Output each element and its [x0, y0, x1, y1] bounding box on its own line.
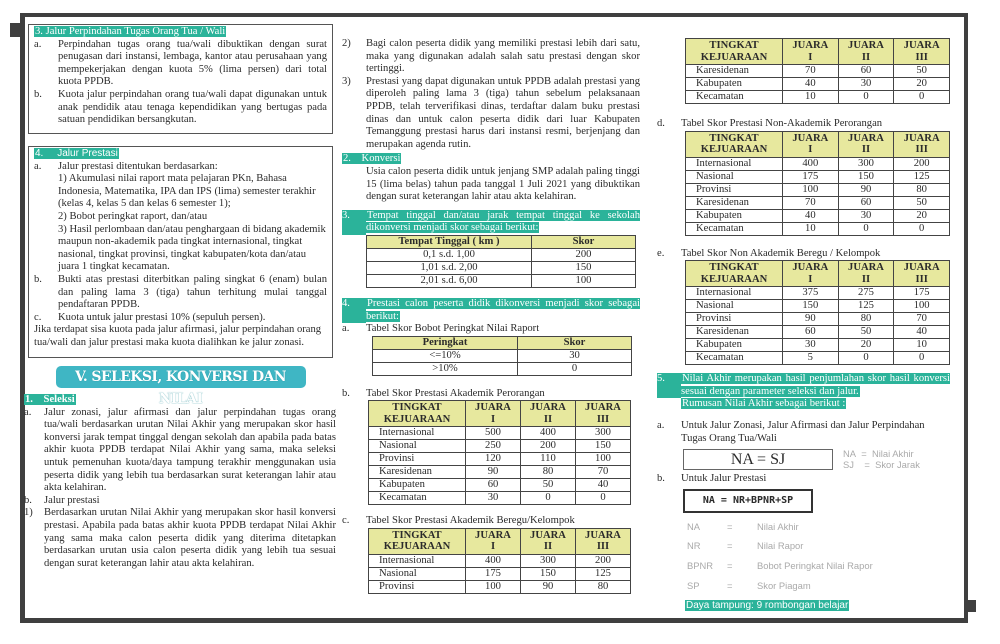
section-heading: 5. Nilai Akhir merupakan hasil penjumlahan skor hasil konversi sesuai dengan parameter seleksi dan jalur. Rumusan Nilai Akhir sebagai berikut : — [657, 373, 950, 410]
table-row: 0,1 s.d. 1,00 200 — [367, 248, 636, 261]
section-jalur-prestasi — [28, 146, 333, 358]
formula-zonasi: NA = SJ — [683, 449, 833, 470]
section-heading: 4. Prestasi calon peserta didik dikonversi menjadi skor sebagai berikut: — [342, 297, 640, 322]
section-heading: 2. Konversi — [343, 153, 401, 165]
formula-legend: NA = Nilai Akhir SJ = Skor Jarak — [843, 448, 920, 471]
list-item: b. Kuota jalur perpindahan orang tua/wali dapat digunakan untuk anak pendidik atau tenaga kependidikan yang bertugas pada satuan pendidikan bersangkutan. — [34, 88, 327, 126]
frame-corner-notch — [10, 23, 20, 37]
table-row: Nasional 250 200 150 — [369, 440, 631, 453]
table-row: Kabupaten 40 30 20 — [686, 78, 950, 91]
table-row: Kecamatan 10 0 0 — [686, 222, 950, 235]
sub-item: 2) Bobot peringkat raport, dan/atau — [58, 210, 208, 222]
list-item: 3) Prestasi yang dapat digunakan untuk PPDB adalah prestasi yang diperoleh paling lama 3 (tiga) tahun sebelum pelaksanaan PPDB, telah terverifikasi dinas, terdaftar dalam buku prestasi dinas dan untuk calon peserta didik dari luar Kabupaten Temanggung prestasi harus dari instansi resmi, berjenjang dan merupakan agenda rutin. — [342, 75, 640, 150]
table-non-akademik-perorangan: TINGKAT KEJUARAAN JUARA I JUARA II JUARA III Internasional 400 300 200 Nasional 175 150 125 Provinsi 100 90 80 Karesidenan 70 60 50 Kabupaten 40 30 20 Kecamatan 10 0 0 — [685, 131, 950, 236]
sub-item: 1) Akumulasi nilai raport mata pelajaran PKn, Bahasa Indonesia, Matematika, IPA dan IPS (lima) semester terakhir (kelas 4, kelas 5 dan kelas 6 semester 1); — [58, 173, 316, 210]
table-caption: c. Tabel Skor Prestasi Akademik Beregu/Kelompok — [342, 515, 575, 527]
table-row: Karesidenan 70 60 50 — [686, 196, 950, 209]
table-row: Kabupaten 60 50 40 — [369, 479, 631, 492]
table-row: Karesidenan 90 80 70 — [369, 466, 631, 479]
list-item: b. Bukti atas prestasi diterbitkan paling singkat 6 (enam) bulan dan paling lama 3 (tiga) tahun terhitung mulai tanggal pendaftaran PPDB. — [34, 273, 327, 311]
table-caption: d. Tabel Skor Prestasi Non-Akademik Perorangan — [657, 118, 883, 129]
table-row: Karesidenan 70 60 50 — [686, 65, 950, 78]
table-row: Provinsi 100 90 80 — [686, 183, 950, 196]
list-item: a. Jalur prestasi ditentukan berdasarkan: — [34, 160, 218, 172]
table-row: 2,01 s.d. 6,00 100 — [367, 274, 636, 287]
table-row: Kecamatan 30 0 0 — [369, 492, 631, 505]
table-row: Kabupaten 30 20 10 — [686, 339, 950, 352]
section-heading: 3. Jalur Perpindahan Tugas Orang Tua / Wali — [35, 26, 226, 37]
table-row: Karesidenan 60 50 40 — [686, 326, 950, 339]
table-row: Kabupaten 40 30 20 — [686, 209, 950, 222]
table-row: Kecamatan 10 0 0 — [686, 91, 950, 104]
list-item: b. Jalur prestasi — [24, 494, 100, 506]
table-row: Provinsi 100 90 80 — [369, 580, 631, 593]
list-item: a. Untuk Jalur Zonasi, Jalur Afirmasi dan Jalur Perpindahan Tugas Orang Tua/Wali — [657, 419, 925, 444]
table-peringkat: Peringkat Skor <=10% 30 >10% 0 — [372, 336, 632, 376]
section-heading: 3. Tempat tinggal dan/atau jarak tempat tinggal ke sekolah dikonversi menjadi skor sebagai berikut: — [342, 209, 640, 234]
column-2 — [342, 38, 640, 594]
section-perpindahan-tugas — [28, 24, 333, 134]
table-row: Internasional 400 300 200 — [369, 554, 631, 567]
table-non-akademik-beregu: TINGKAT KEJUARAAN JUARA I JUARA II JUARA III Internasional 375 275 175 Nasional 150 125 100 Provinsi 90 80 70 Karesidenan 60 50 40 Kabupaten 30 20 10 Kecamatan 5 0 0 — [685, 260, 950, 365]
list-item: c. Kuota untuk jalur prestasi 10% (sepuluh persen). — [34, 311, 266, 323]
section-heading: 4. Jalur Prestasi — [35, 148, 118, 159]
capacity-badge: Daya tampung: 9 rombongan belajar — [686, 600, 849, 612]
table-caption: a. Tabel Skor Bobot Peringkat Nilai Raport — [342, 323, 540, 335]
list-item: 1) Berdasarkan urutan Nilai Akhir yang merupakan skor hasil konversi prestasi. Apabila pada batas akhir kuota PPDB terdapat Nilai Akhir yang sama maka calon peserta didik yang diterima ditetapkan berdasarkan urutan usia calon peserta didik yang lebih tua sesuai dengan surat keterangan lahir atau akta kelahiran. — [24, 507, 336, 569]
table-row: >10% 0 — [373, 362, 632, 375]
formula-legend: NA = Nilai Akhir NR = Nilai Rapor BPNR = Bobot Peringkat Nilai Rapor SP = Skor Piagam — [687, 520, 873, 591]
paragraph: Usia calon peserta didik untuk jenjang SMP adalah paling tinggi 15 (lima belas) tahun pada tanggal 1 Juli 2021 yang dibuktikan dengan surat keterangan lahir atau akta kelahiran. — [366, 165, 640, 203]
table-row: Kecamatan 5 0 0 — [686, 352, 950, 365]
section-heading: 1. Seleksi — [25, 394, 75, 405]
table-row: 1,01 s.d. 2,00 150 — [367, 261, 636, 274]
formula-prestasi: NA = NR+BPNR+SP — [683, 489, 813, 513]
table-row: Provinsi 90 80 70 — [686, 313, 950, 326]
table-row: Internasional 400 300 200 — [686, 157, 950, 170]
table-row: Internasional 375 275 175 — [686, 287, 950, 300]
table-row: Nasional 150 125 100 — [686, 300, 950, 313]
table-row: Nasional 175 150 125 — [686, 170, 950, 183]
column-1 — [24, 24, 336, 570]
list-item: a. Jalur zonasi, jalur afirmasi dan jalur perpindahan tugas orang tua/wali berdasarkan urutan Nilai Akhir yang merupakan skor hasil konversi jarak tempat tinggal dengan sekolah dan apabila pada batas akhir kuota PPDB terdapat Nilai Akhir yang sama, maka seleksi untuk pemenuhan kuota/daya tampung terakhir menggunakan usia peserta didik yang lebih tua berdasarkan surat keterangan lahir atau akta kelahiran. — [24, 406, 336, 494]
table-row: <=10% 30 — [373, 349, 632, 362]
column-3 — [657, 38, 950, 613]
table-akademik-beregu: TINGKAT KEJUARAAN JUARA I JUARA II JUARA III Internasional 400 300 200 Nasional 175 150 125 Provinsi 100 90 80 — [368, 528, 631, 594]
table-akademik-beregu-continued: TINGKAT KEJUARAAN JUARA I JUARA II JUARA III Karesidenan 70 60 50 Kabupaten 40 30 20 Kecamatan 10 0 0 — [685, 38, 950, 104]
table-row: Internasional 500 400 300 — [369, 427, 631, 440]
table-akademik-perorangan: TINGKAT KEJUARAAN JUARA I JUARA II JUARA III Internasional 500 400 300 Nasional 250 200 150 Provinsi 120 110 100 Karesidenan 90 80 70 Kabupaten 60 50 40 Kecamatan 30 0 0 — [368, 400, 631, 505]
table-caption: e. Tabel Skor Non Akademik Beregu / Kelompok — [657, 247, 881, 259]
list-item: b. Untuk Jalur Prestasi — [657, 473, 767, 485]
table-row: Provinsi 120 110 100 — [369, 453, 631, 466]
chapter-banner: V. SELEKSI, KONVERSI DAN NILAI — [56, 366, 306, 388]
list-item: 2) Bagi calon peserta didik yang memiliki prestasi lebih dari satu, maka yang digunakan adalah salah satu prestasi dengan skor tertinggi. — [342, 38, 640, 75]
table-caption: b. Tabel Skor Prestasi Akademik Perorangan — [342, 387, 545, 399]
sub-item: 3) Hasil perlombaan dan/atau penghargaan di bidang akademik maupun non-akademik pada tingkat internasional, tingkat nasional, tingkat provinsi, tingkat kabupaten/kota dan/atau juara 1 tingkat kecamatan. — [58, 223, 326, 273]
note-text: Jika terdapat sisa kuota pada jalur afirmasi, jalur perpindahan orang tua/wali dan jalur prestasi maka kuota dialihkan ke jalur zonasi. — [34, 324, 322, 348]
list-item: a. Perpindahan tugas orang tua/wali dibuktikan dengan surat penugasan dari instansi, lembaga, kantor atau perusahaan yang mempekerjakan dengan kuota 5% (lima persen) dari total kuota PPDB. — [34, 38, 327, 88]
table-jarak: Tempat Tinggal ( km ) Skor 0,1 s.d. 1,00 200 1,01 s.d. 2,00 150 2,01 s.d. 6,00 100 — [366, 235, 636, 288]
frame-corner-notch — [968, 600, 976, 612]
table-row: Nasional 175 150 125 — [369, 567, 631, 580]
